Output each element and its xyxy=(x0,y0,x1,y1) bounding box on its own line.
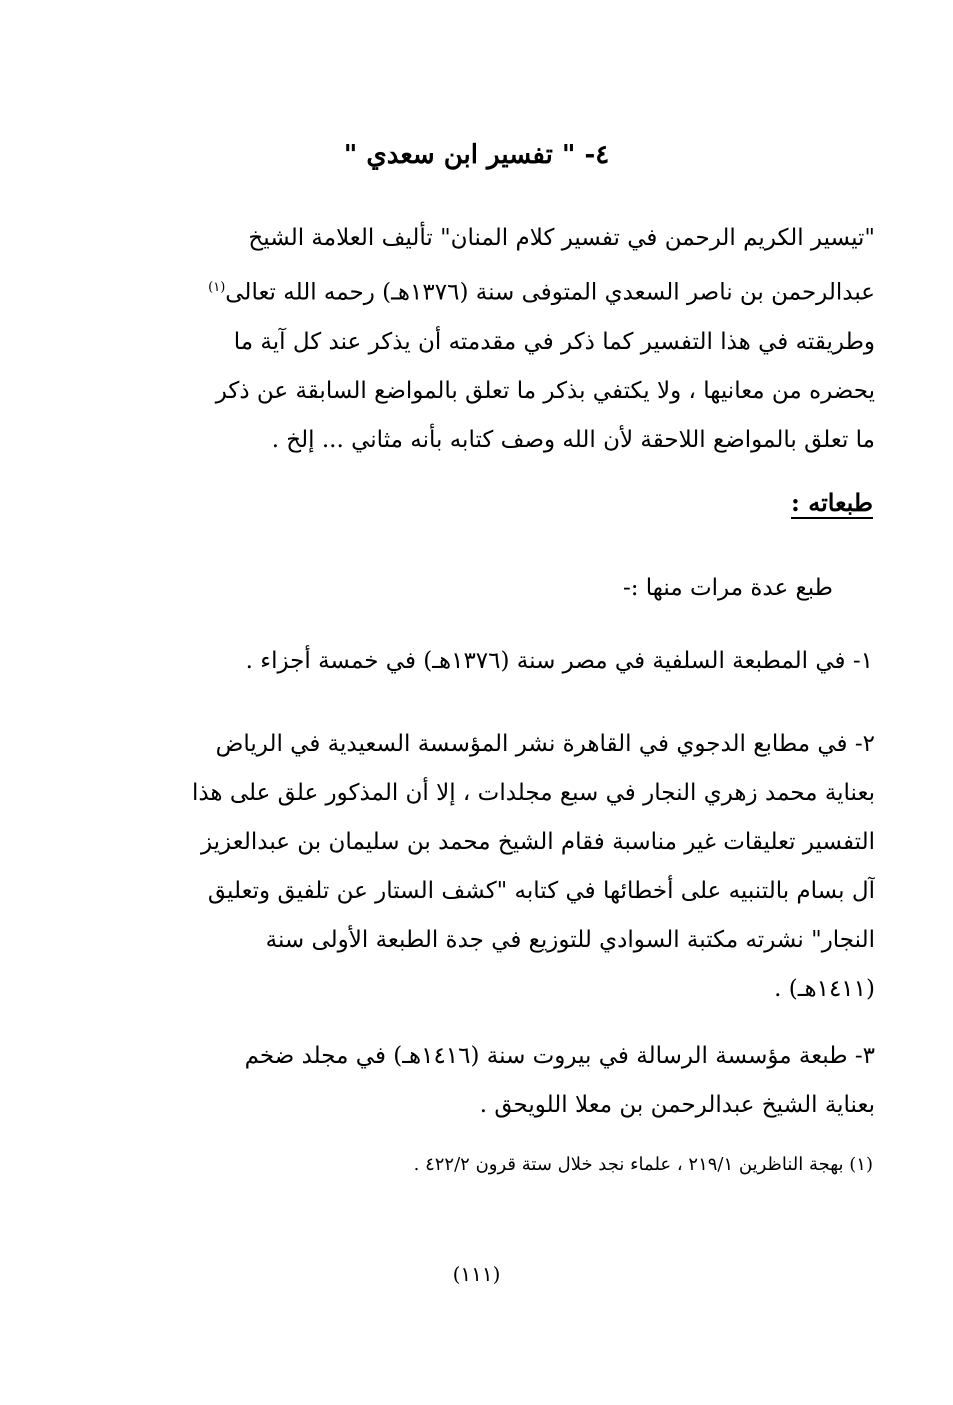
editions-heading-text: طبعاته : xyxy=(791,488,873,517)
intro-line: يحضره من معانيها ، ولا يكتفي بذكر ما تعلق بالمواضع السابقة عن ذكر xyxy=(215,377,875,404)
edition-2-line: ٢- في مطابع الدجوي في القاهرة نشر المؤسسة السعيدية في الرياض xyxy=(215,731,875,757)
edition-2-paragraph xyxy=(95,720,875,1014)
edition-3-line: ٣- طبعة مؤسسة الرسالة في بيروت سنة (١٤١٦هـ) في مجلد ضخم xyxy=(244,1043,875,1069)
intro-line: "تيسير الكريم الرحمن في تفسير كلام المنان" تأليف العلامة الشيخ xyxy=(248,225,875,251)
edition-2-line: بعناية محمد زهري النجار في سبع مجلدات ، إلا أن المذكور علق على هذا xyxy=(191,780,875,806)
edition-2-line: التفسير تعليقات غير مناسبة فقام الشيخ محمد بن سليمان بن عبدالعزيز xyxy=(200,829,875,855)
intro-line: عبدالرحمن بن ناصر السعدي المتوفى سنة (١٣٧٦هـ) رحمه الله تعالى xyxy=(225,279,875,306)
intro-line: وطريقته في هذا التفسير كما ذكر في مقدمته أن يذكر عند كل آية ما xyxy=(233,328,875,355)
printed-intro: طبع عدة مرات منها :- xyxy=(622,575,833,601)
section-heading: ٤- " تفسير ابن سعدي " xyxy=(343,140,610,170)
edition-2-line: آل بسام بالتنبيه على أخطائها في كتابه "كشف الستار عن تلفيق وتعليق xyxy=(207,878,875,904)
edition-3-line: بعناية الشيخ عبدالرحمن بن معلا اللويحق . xyxy=(479,1092,875,1118)
footnote-marker[interactable]: (١) xyxy=(208,280,226,295)
editions-heading xyxy=(791,488,873,517)
edition-2-line: النجار" نشرته مكتبة السوادي للتوزيع في جدة الطبعة الأولى سنة xyxy=(265,927,875,953)
intro-paragraph xyxy=(95,214,875,465)
edition-3-paragraph xyxy=(95,1032,875,1130)
edition-1: ١- في المطبعة السلفية في مصر سنة (١٣٧٦هـ) في خمسة أجزاء . xyxy=(245,648,873,674)
footnote: (١) بهجة الناظرين ٢١٩/١ ، علماء نجد خلال ستة قرون ٤٢٢/٢ . xyxy=(413,1154,873,1175)
edition-2-line: (١٤١١هـ) . xyxy=(774,976,875,1002)
page-number: (١١١) xyxy=(452,1262,501,1286)
intro-line: ما تعلق بالمواضع اللاحقة لأن الله وصف كتابه بأنه مثاني ... إلخ . xyxy=(271,426,875,453)
intro-line-with-footnote xyxy=(95,263,875,318)
